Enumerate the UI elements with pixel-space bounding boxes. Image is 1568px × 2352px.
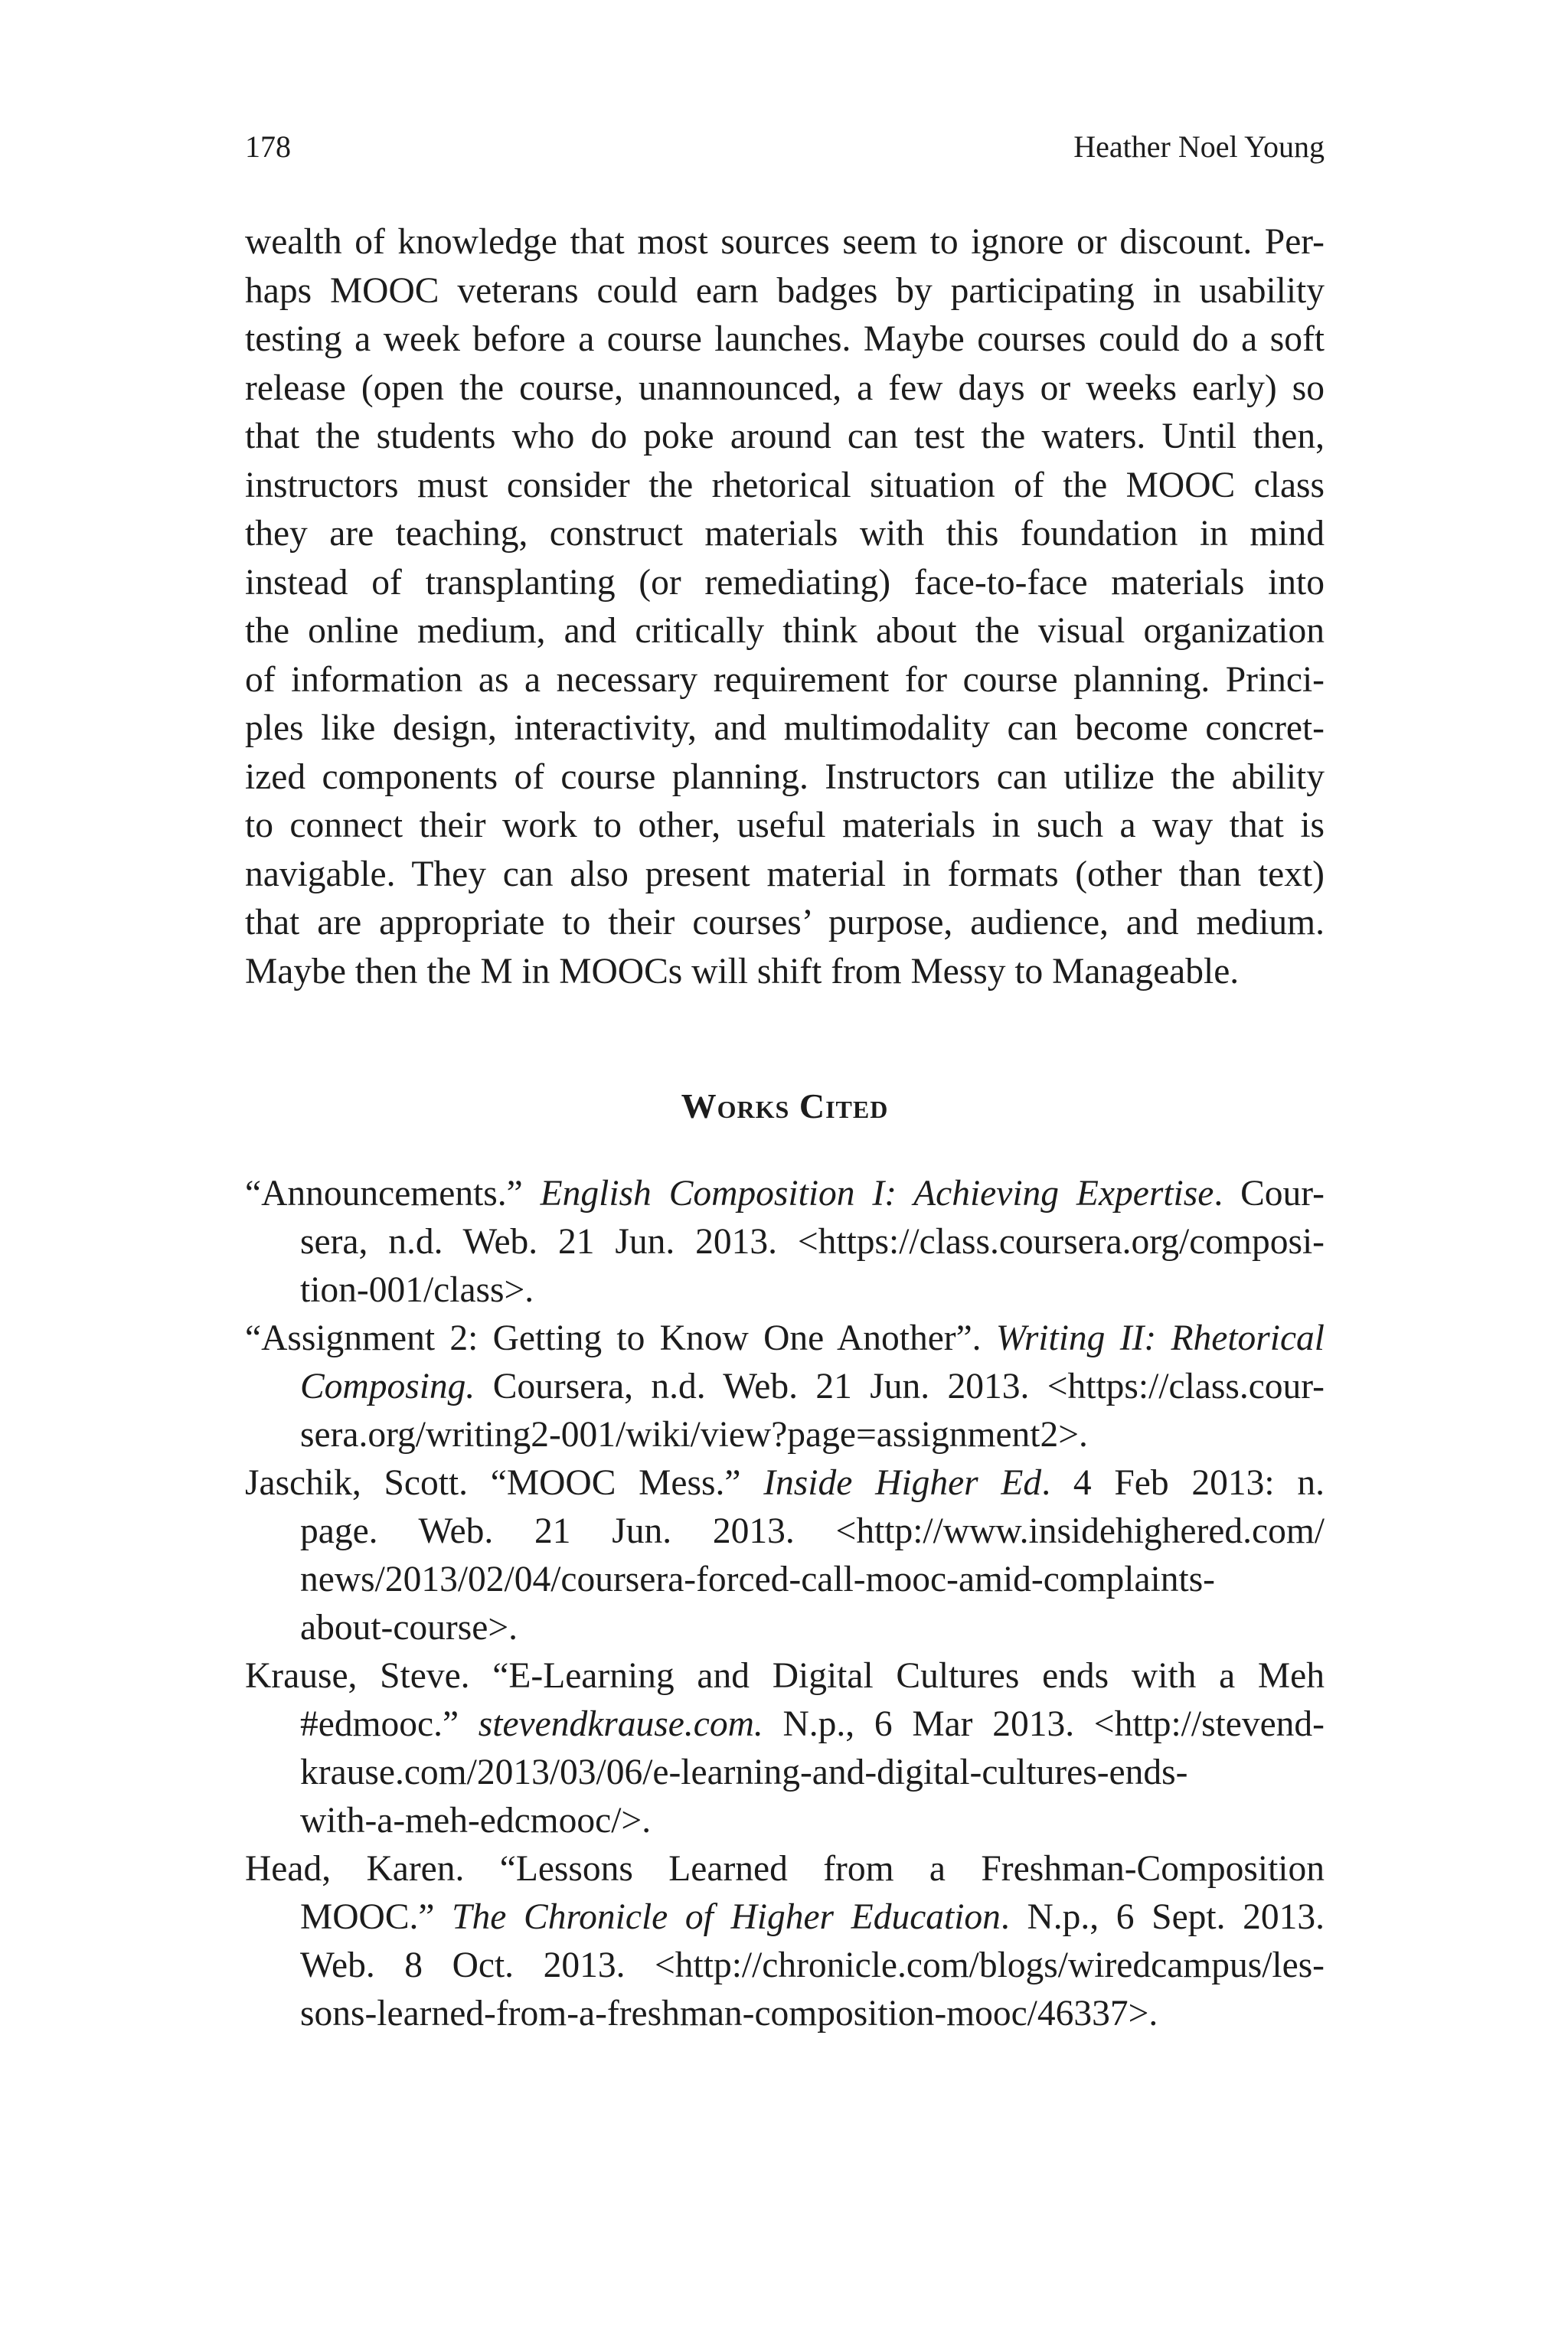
citation-text: sera, n.d. Web. 21 Jun. 2013. <https://class.coursera.org/composi- <box>300 1222 1325 1262</box>
paragraph-line: of information as a necessary requirement for course planning. Princi- <box>245 659 1325 700</box>
citation-title: English Composition I: Achieving Expertise <box>540 1174 1214 1214</box>
citation-entry <box>245 1170 1325 1315</box>
paragraph-line: that are appropriate to their courses’ purpose, audience, and medium. <box>245 903 1325 942</box>
paragraph-line: to connect their work to other, useful materials in such a way that is <box>245 805 1325 845</box>
citation-text: krause.com/2013/03/06/e-learning-and-digital-cultures-ends- <box>300 1753 1188 1792</box>
citation-text: news/2013/02/04/coursera-forced-call-mooc-amid-complaints- <box>300 1560 1215 1599</box>
citation-entry <box>245 1459 1325 1652</box>
citation-text: . Cour- <box>1214 1174 1325 1214</box>
paragraph-line: instructors must consider the rhetorical situation of the MOOC class <box>245 465 1325 505</box>
citation-title: Writing II: Rhetorical <box>995 1318 1325 1358</box>
citation-line <box>245 1797 1325 1845</box>
citation-text: about-course>. <box>300 1608 518 1648</box>
citation-text: . N.p., 6 Sept. 2013. <box>1000 1897 1325 1937</box>
citation-text: with-a-meh-edcmooc/>. <box>300 1801 652 1841</box>
citation-line <box>245 1652 1325 1700</box>
citation-entry <box>245 1315 1325 1459</box>
citation-text: . 4 Feb 2013: n. <box>1041 1463 1325 1503</box>
paragraph-line: testing a week before a course launches. Maybe courses could do a soft <box>245 319 1325 359</box>
citation-text: tion-001/class>. <box>300 1270 534 1310</box>
paragraph-line: ples like design, interactivity, and multimodality can become concret- <box>245 708 1325 748</box>
body-paragraph <box>245 218 1325 996</box>
citation-entry <box>245 1845 1325 2038</box>
running-author: Heather Noel Young <box>1073 129 1325 164</box>
citation-line <box>245 1700 1325 1749</box>
paragraph-line: Maybe then the M in MOOCs will shift from Messy to Manageable. <box>245 951 1240 991</box>
citation-line <box>245 1411 1325 1459</box>
citation-text: “Announcements.” <box>245 1174 541 1214</box>
citation-line <box>245 1942 1325 1990</box>
citation-text: sera.org/writing2-001/wiki/view?page=assignment2>. <box>300 1415 1088 1455</box>
citation-text: “Assignment 2: Getting to Know One Another”. <box>245 1318 996 1358</box>
citation-entry <box>245 1652 1325 1845</box>
citation-title: The Chronicle of Higher Education <box>452 1897 1001 1937</box>
citation-line <box>245 1990 1325 2038</box>
citation-line <box>245 1845 1325 1893</box>
citation-text: Coursera, n.d. Web. 21 Jun. 2013. <https://class.cour- <box>475 1367 1325 1406</box>
citation-title: Inside Higher Ed <box>763 1463 1042 1503</box>
paragraph-line: instead of transplanting (or remediating) face-to-face materials into <box>245 562 1325 603</box>
paragraph-line: navigable. They can also present material in formats (other than text) <box>245 854 1325 894</box>
paragraph-line: they are teaching, construct materials with this foundation in mind <box>245 514 1325 554</box>
citation-line <box>245 1749 1325 1797</box>
citation-line <box>245 1556 1325 1604</box>
works-cited-list <box>245 1170 1325 2038</box>
citation-text: page. Web. 21 Jun. 2013. <http://www.insidehighered.com/ <box>300 1511 1325 1551</box>
citation-line <box>245 1266 1325 1315</box>
citation-text: Web. 8 Oct. 2013. <http://chronicle.com/blogs/wiredcampus/les- <box>300 1945 1325 1985</box>
works-cited-heading: Works Cited <box>681 1086 889 1125</box>
citation-line <box>245 1508 1325 1556</box>
running-header <box>245 124 1325 170</box>
citation-title: Composing. <box>300 1367 475 1406</box>
paragraph-line: release (open the course, unannounced, a few days or weeks early) so <box>245 368 1325 408</box>
citation-line <box>245 1604 1325 1652</box>
page-number: 178 <box>245 129 291 164</box>
citation-text: Jaschik, Scott. “MOOC Mess.” <box>245 1463 764 1503</box>
paragraph-line: wealth of knowledge that most sources seem to ignore or discount. Per- <box>245 222 1325 262</box>
paragraph-line: ized components of course planning. Instructors can utilize the ability <box>245 756 1325 797</box>
citation-line <box>245 1218 1325 1266</box>
paragraph-line: the online medium, and critically think about the visual organization <box>245 611 1325 651</box>
citation-line <box>245 1363 1325 1411</box>
citation-line <box>245 1170 1325 1218</box>
paragraph-line: haps MOOC veterans could earn badges by participating in usability <box>245 270 1325 311</box>
citation-text: Krause, Steve. “E-Learning and Digital Cultures ends with a Meh <box>245 1656 1325 1696</box>
citation-text: sons-learned-from-a-freshman-composition-mooc/46337>. <box>300 1994 1158 2034</box>
citation-text: Head, Karen. “Lessons Learned from a Freshman-Composition <box>245 1849 1325 1889</box>
citation-line <box>245 1315 1325 1363</box>
citation-text: N.p., 6 Mar 2013. <http://stevend- <box>763 1704 1325 1744</box>
citation-title: stevendkrause.com. <box>478 1704 763 1744</box>
citation-line <box>245 1893 1325 1942</box>
citation-text: MOOC.” <box>300 1897 452 1937</box>
paragraph-line: that the students who do poke around can test the waters. Until then, <box>245 416 1325 456</box>
citation-text: #edmooc.” <box>300 1704 479 1744</box>
citation-line <box>245 1459 1325 1508</box>
